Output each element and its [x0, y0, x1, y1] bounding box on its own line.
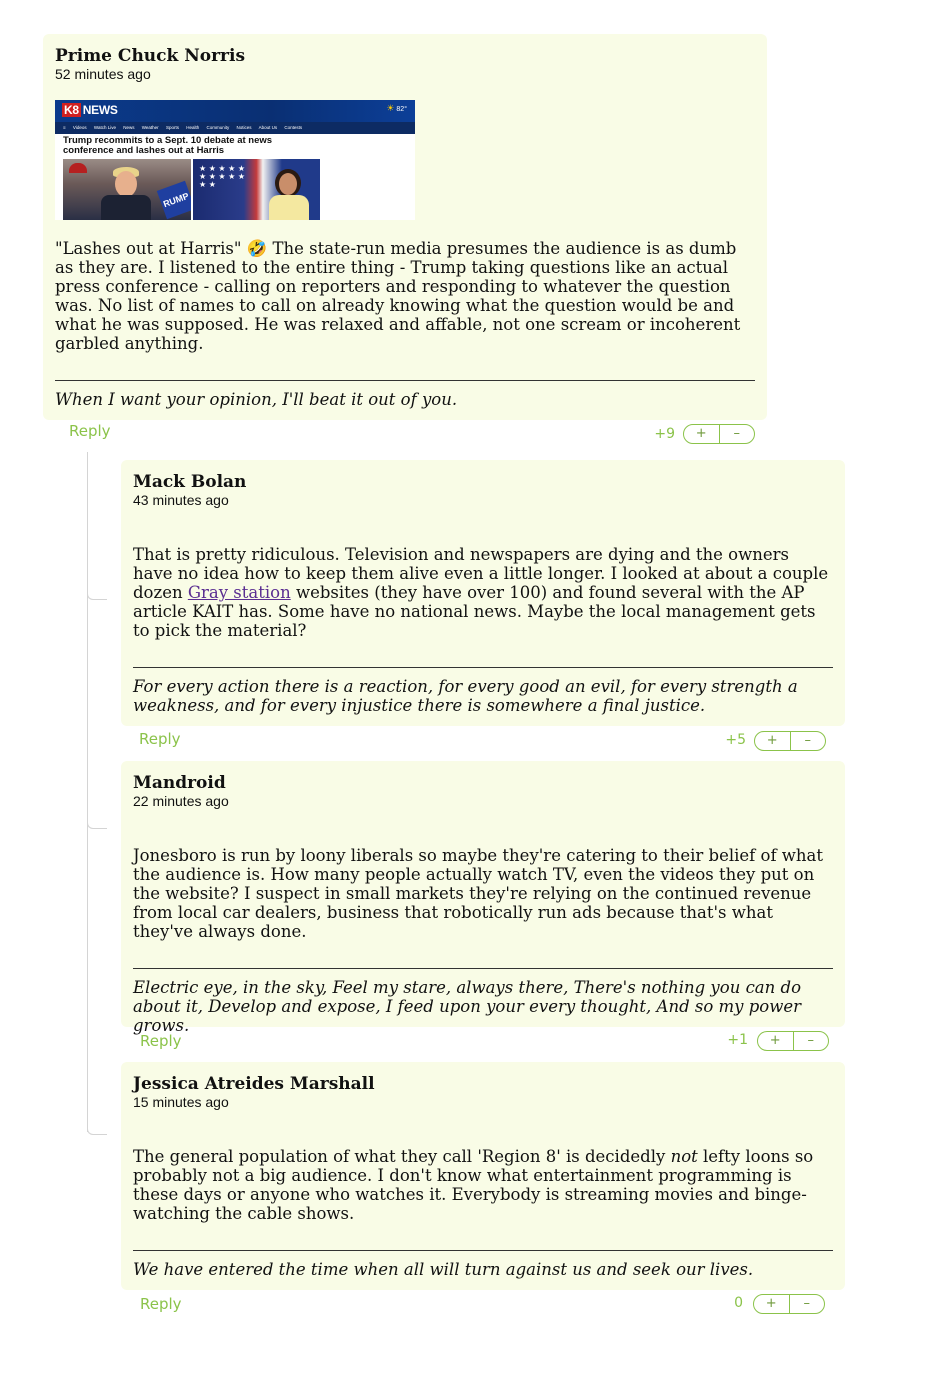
thread-line — [87, 452, 88, 1132]
news-nav-item: About Us — [258, 125, 278, 130]
vote-score: +1 — [727, 1032, 748, 1048]
vote-buttons — [757, 1031, 829, 1051]
comment-signature: For every action there is a reaction, for every good an evil, for every strength a weakness, and for every injustice there is somewhere a final justice. — [133, 677, 798, 715]
comment-card — [121, 1062, 845, 1290]
upvote-button[interactable]: + — [695, 426, 707, 441]
comment-signature: We have entered the time when all will turn against us and seek our lives. — [133, 1260, 754, 1279]
vote-buttons — [683, 424, 755, 444]
comment-timestamp: 15 minutes ago — [133, 1094, 229, 1110]
news-photo-trump — [63, 159, 191, 220]
comment-text: "Lashes out at Harris" — [55, 239, 247, 258]
comment-text: lefty loons so probably not a big audience. I don't know what entertainment programming is these days or anyone who watches it. Everybody is streaming movies and binge-watching the cable shows. — [133, 1147, 814, 1223]
upvote-button[interactable]: + — [765, 1296, 777, 1311]
news-nav-item: Weather — [141, 125, 159, 130]
news-nav-item: Notices — [236, 125, 252, 130]
comment-text: That is pretty ridiculous. Television and newspapers are dying and the owners have no idea how to keep them alive even a little longer. I looked at about a couple dozen — [133, 545, 829, 602]
comment-author[interactable]: Prime Chuck Norris — [55, 46, 246, 66]
news-photos — [63, 159, 320, 220]
news-nav-item: Health — [186, 125, 200, 130]
vote-score: 0 — [734, 1295, 743, 1311]
comment-body — [133, 1147, 833, 1223]
comment-text: The state-run media presumes the audience is as dumb as they are. I listened to the entire thing - Trump taking questions like an actual press conference - calling on reporters and responding to whatever the question was. No list of names to call on already knowing what the question would be and what he was supposed. He was relaxed and affable, not one scream or incoherent garbled anything. — [55, 239, 741, 353]
comment-emphasis: not — [670, 1147, 698, 1166]
news-nav-item: Contests — [284, 125, 303, 130]
news-nav-item: Sports — [165, 125, 179, 130]
comment-signature: Electric eye, in the sky, Feel my stare, always there, There's nothing you can do about it, Develop and expose, I feed upon your every thought, And so my power grows. — [133, 978, 802, 1035]
downvote-button[interactable]: – — [719, 425, 755, 443]
news-nav-bar — [55, 122, 415, 134]
thread-branch — [87, 1125, 107, 1135]
reply-button[interactable]: Reply — [140, 1032, 182, 1050]
signature-divider — [133, 968, 833, 969]
vote-buttons — [754, 731, 826, 751]
thread-branch — [87, 590, 107, 600]
weather-temp: 82° — [396, 106, 407, 113]
signature-divider — [133, 1250, 833, 1251]
gray-station-link[interactable]: Gray station — [187, 583, 291, 602]
comment-card — [43, 34, 767, 420]
downvote-button[interactable]: – — [793, 1032, 829, 1050]
signature-divider — [55, 380, 755, 381]
embedded-news-image[interactable] — [55, 100, 415, 220]
upvote-button[interactable]: + — [766, 733, 778, 748]
news-nav-item: Community — [206, 125, 230, 130]
comment-timestamp: 52 minutes ago — [55, 66, 151, 82]
comment-card — [121, 460, 845, 726]
flag-stars: ★ ★ ★ ★ ★ ★ ★ ★ ★ ★ ★ ★ — [199, 164, 246, 189]
comment-card — [121, 761, 845, 1035]
weather-badge — [386, 103, 407, 114]
downvote-button[interactable]: – — [789, 1295, 825, 1313]
comment-author[interactable]: Mack Bolan — [133, 472, 247, 492]
comment-body — [133, 545, 833, 640]
vote-buttons — [753, 1294, 825, 1314]
news-nav-item: Watch Live — [93, 125, 116, 130]
reply-button[interactable]: Reply — [69, 422, 111, 440]
news-photo-harris — [193, 159, 320, 220]
sun-icon: ☀ — [386, 103, 395, 113]
comment-author[interactable]: Jessica Atreides Marshall — [133, 1074, 375, 1094]
reply-button[interactable]: Reply — [139, 730, 181, 748]
news-header — [55, 100, 415, 122]
comment-body — [55, 239, 755, 353]
comment-timestamp: 43 minutes ago — [133, 492, 229, 508]
campaign-sign: RUMP — [157, 181, 191, 219]
reply-button[interactable]: Reply — [140, 1295, 182, 1313]
thread-branch — [87, 819, 107, 829]
downvote-button[interactable]: – — [790, 732, 826, 750]
comment-timestamp: 22 minutes ago — [133, 793, 229, 809]
upvote-button[interactable]: + — [769, 1033, 781, 1048]
comment-text: The general population of what they call 'Region 8' is decidedly — [133, 1147, 671, 1166]
comment-body: Jonesboro is run by loony liberals so maybe they're catering to their belief of what the audience is. How many people actually watch TV, even the videos they put on the website? I suspect in small markets they're relying on the continued revenue from local car dealers, business that robotically run ads because that's what they've always done. — [133, 846, 824, 941]
comment-author[interactable]: Mandroid — [133, 773, 226, 793]
news-headline: Trump recommits to a Sept. 10 debate at news conference and lashes out at Harris — [63, 135, 273, 156]
comment-signature: When I want your opinion, I'll beat it out of you. — [55, 390, 458, 409]
news-nav-item: News — [123, 125, 135, 130]
comment-text: websites (they have over 100) and found several with the AP article KAIT has. Some have no national news. Maybe the local management gets to pick the material? — [133, 583, 816, 640]
menu-icon: ≡ — [63, 125, 66, 130]
k8-news-logo: K8 NEWS — [64, 103, 118, 117]
vote-score: +9 — [654, 426, 675, 442]
signature-divider — [133, 667, 833, 668]
news-nav-item: Videos — [72, 125, 87, 130]
vote-score: +5 — [725, 732, 746, 748]
laughing-emoji-icon: 🤣 — [246, 239, 268, 258]
